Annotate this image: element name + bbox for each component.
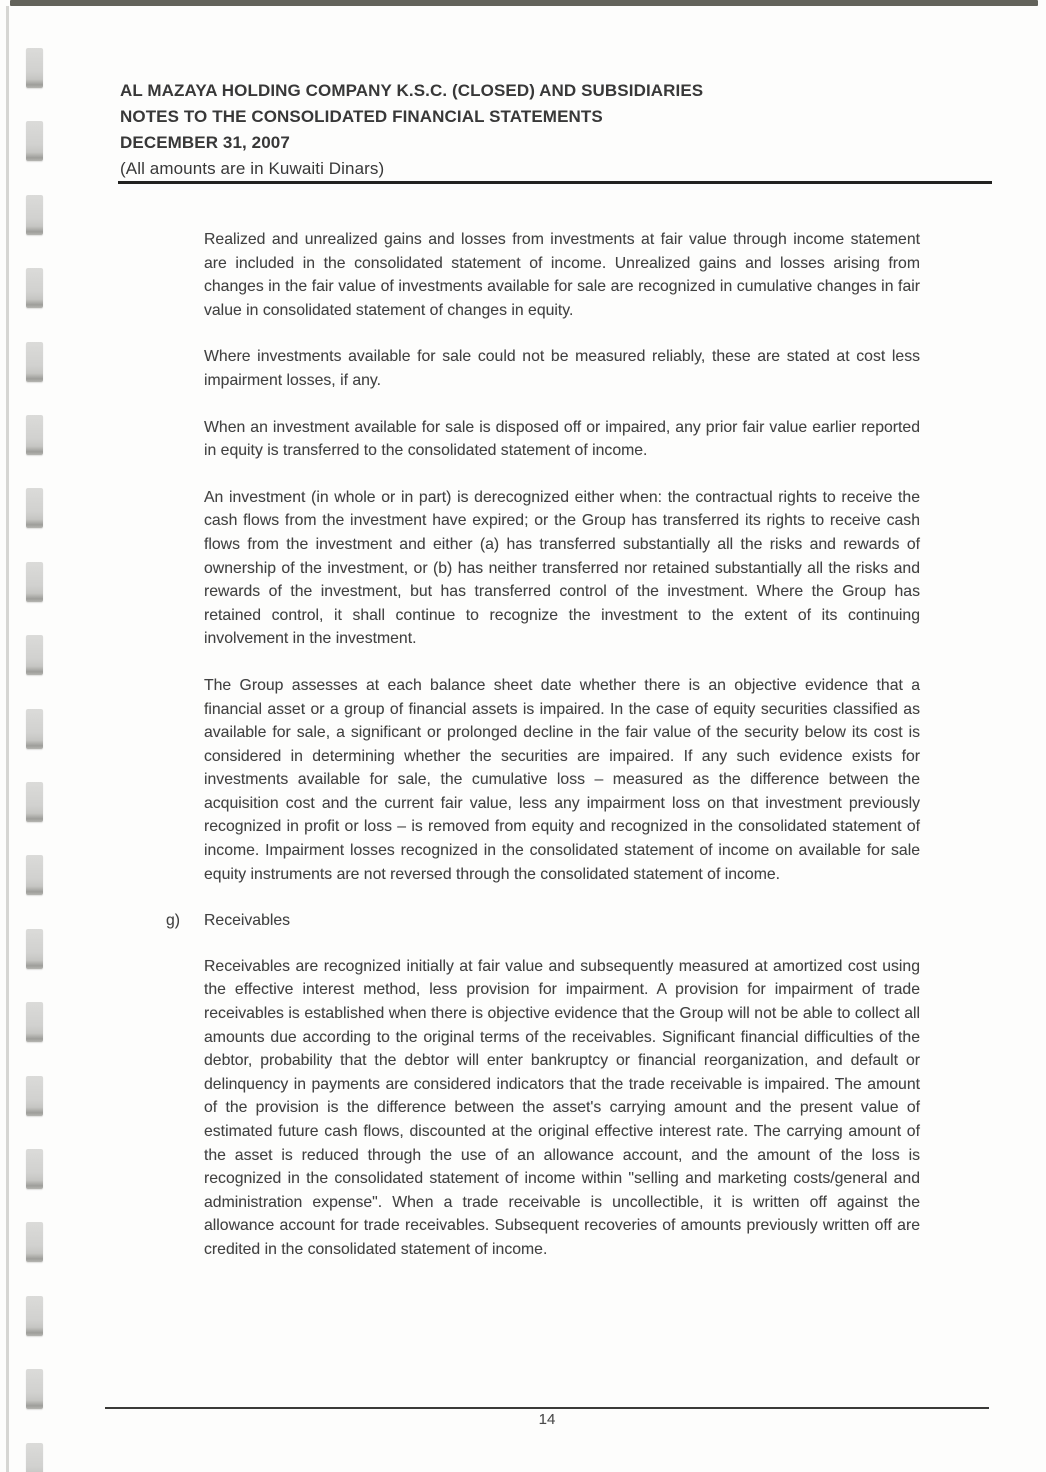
binding-hole <box>26 635 43 675</box>
paragraph-fair-value-gains: Realized and unrealized gains and losses from investments at fair value through income statement are included in the consolidated statement of income. Unrealized gains and losses arising from changes in the fair value of investments available for sale are recognized in cumulative changes in fair value in consolidated statement of changes in equity. <box>204 231 920 319</box>
binding-hole <box>26 1002 43 1042</box>
paragraph-derecognition: An investment (in whole or in part) is derecognized either when: the contractual rights to receive the cash flows from the investment have expired; or the Group has transferred its rights to receive cash flows from the investment and either (a) has transferred substantially all the risks and rewards of ownership of the investment, or (b) has neither transferred nor retained substantially all the risks and rewards of the investment, but has transferred control of the investment. Where the Group has retained control, it shall continue to recognize the investment to the extent of its continuing involvement in the investment. <box>204 488 920 648</box>
binding-holes <box>0 0 60 1472</box>
document-body <box>166 228 920 1285</box>
section-marker: g) <box>166 912 181 930</box>
binding-hole <box>26 929 43 969</box>
binding-hole <box>26 488 43 528</box>
binding-hole <box>26 195 43 235</box>
header-divider <box>118 181 992 184</box>
binding-hole <box>26 1149 43 1189</box>
binding-hole <box>26 1076 43 1116</box>
binding-hole <box>26 1369 43 1409</box>
binding-hole <box>26 415 43 455</box>
binding-hole <box>26 342 43 382</box>
binding-hole <box>26 121 43 161</box>
scan-edge-strip <box>10 0 1038 6</box>
binding-hole <box>26 1296 43 1336</box>
page-number: 14 <box>538 1411 556 1428</box>
paragraph-impairment-assessment: The Group assesses at each balance sheet date whether there is an objective evidence that a financial asset or a group of financial assets is impaired. In the case of equity securities classified as available for sale, a significant or prolonged decline in the fair value of the security below its cost is considered in determining whether the securities are impaired. If any such evidence exists for investments available for sale, the cumulative loss – measured as the difference between the acquisition cost and the current fair value, less any impairment loss on that investment previously recognized in profit or loss – is removed from equity and recognized in the consolidated statement of income. Impairment losses recognized in the consolidated statement of income on available for sale equity instruments are not reversed through the consolidated statement of income. <box>204 676 920 883</box>
currency-note: (All amounts are in Kuwaiti Dinars) <box>120 159 385 178</box>
paragraph-cost-less-impairment: Where investments available for sale could not be measured reliably, these are stated at cost less impairment losses, if any. <box>204 348 920 389</box>
section-heading-receivables <box>166 909 920 933</box>
company-name: AL MAZAYA HOLDING COMPANY K.S.C. (CLOSED) AND SUBSIDIARIES <box>120 81 704 100</box>
document-header <box>120 78 1000 182</box>
binding-hole <box>26 48 43 88</box>
section-title: Receivables <box>204 912 291 930</box>
binding-hole <box>26 562 43 602</box>
paragraph-receivables: Receivables are recognized initially at fair value and subsequently measured at amortized cost using the effective interest method, less provision for impairment. A provision for impairment of trade receivables is established when there is objective evidence that the Group will not be able to collect all amounts due according to the original terms of the receivables. Significant financial difficulties of the debtor, probability that the debtor will enter bankruptcy or financial reorganization, and default or delinquency in payments are considered indicators that the trade receivable is impaired. The amount of the provision is the difference between the asset's carrying amount and the present value of estimated future cash flows, discounted at the original effective interest rate. The carrying amount of the asset is reduced through the use of an allowance account, and the amount of the loss is recognized in the consolidated statement of income within "selling and marketing costs/general and administration expense". When a trade receivable is uncollectible, it is written off against the allowance account for trade receivables. Subsequent recoveries of amounts previously written off are credited in the consolidated statement of income. <box>204 957 920 1258</box>
paragraph-disposal-impairment: When an investment available for sale is disposed off or impaired, any prior fair value earlier reported in equity is transferred to the consolidated statement of income. <box>204 418 920 460</box>
binding-hole <box>26 855 43 895</box>
binding-hole <box>26 1443 43 1472</box>
statement-date: DECEMBER 31, 2007 <box>120 133 290 152</box>
document-title: NOTES TO THE CONSOLIDATED FINANCIAL STATEMENTS <box>120 107 603 126</box>
binding-hole <box>26 709 43 749</box>
binding-hole <box>26 782 43 822</box>
footer-divider <box>105 1407 989 1409</box>
binding-hole <box>26 268 43 308</box>
binding-hole <box>26 1222 43 1262</box>
